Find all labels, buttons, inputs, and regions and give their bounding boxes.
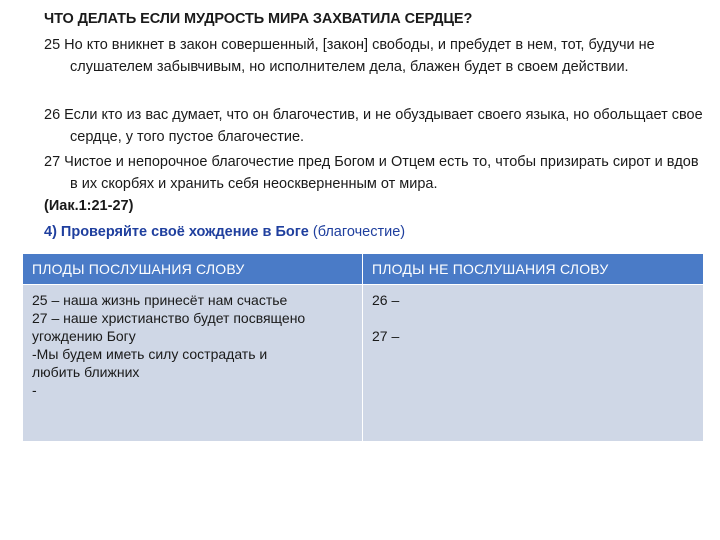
header-obedience: ПЛОДЫ ПОСЛУШАНИЯ СЛОВУ	[23, 254, 363, 285]
obedience-line: -Мы будем иметь силу сострадать и	[32, 346, 268, 362]
obedience-line: -	[32, 382, 37, 398]
obedience-line: угождению Богу	[32, 328, 136, 344]
disobedience-line: 27 –	[372, 328, 400, 344]
verse-25: 25 Но кто вникнет в закон совершенный, [закон] свободы, и пребудет в нем, тот, будучи не слушателем забывчивым, но исполнителем дела, блажен будет в своем действии.	[44, 37, 655, 75]
table-row	[23, 285, 704, 442]
section-heading-main: 4) Проверяйте своё хождение в Боге	[44, 224, 309, 240]
section-heading	[44, 224, 405, 240]
slide-title: ЧТО ДЕЛАТЬ ЕСЛИ МУДРОСТЬ МИРА ЗАХВАТИЛА СЕРДЦЕ?	[44, 11, 473, 27]
fruits-table	[22, 253, 704, 442]
obedience-line: 27 – наше христианство будет посвящено	[32, 310, 306, 326]
obedience-line: любить ближних	[32, 364, 140, 380]
table-header-row	[23, 254, 704, 285]
cell-obedience	[23, 285, 363, 442]
section-heading-paren: (благочестие)	[312, 224, 406, 240]
cell-disobedience	[363, 285, 704, 442]
verse-26: 26 Если кто из вас думает, что он благочестив, и не обуздывает своего языка, но обольщает свое сердце, у того пустое благочестие.	[44, 107, 703, 145]
scripture-reference: (Иак.1:21-27)	[44, 198, 134, 214]
line-gap	[372, 309, 695, 327]
verse-27: 27 Чистое и непорочное благочестие пред Богом и Отцем есть то, чтобы призирать сирот и вдов в их скорбях и хранить себя неоскверненным от мира.	[44, 154, 699, 192]
header-disobedience: ПЛОДЫ НЕ ПОСЛУШАНИЯ СЛОВУ	[363, 254, 704, 285]
disobedience-line: 26 –	[372, 292, 400, 308]
obedience-line: 25 – наша жизнь принесёт нам счастье	[32, 292, 288, 308]
